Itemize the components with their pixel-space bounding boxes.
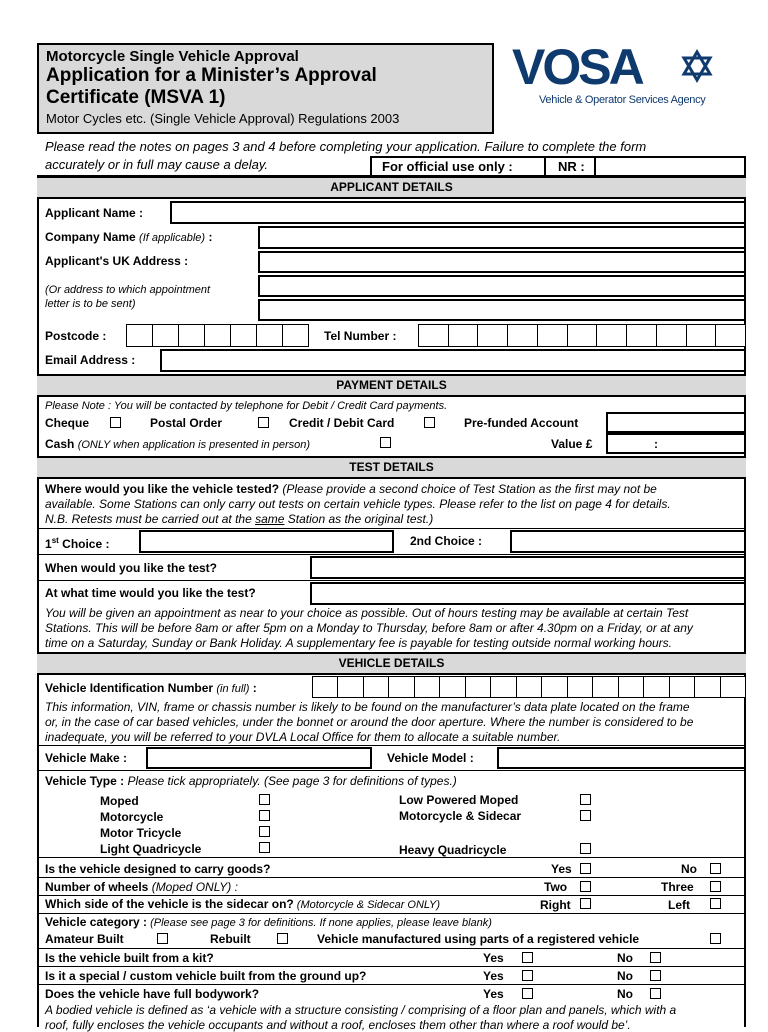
- goods-no-label: No: [681, 862, 697, 876]
- postal-order-checkbox[interactable]: [258, 417, 269, 428]
- where-row: [45, 482, 657, 496]
- amateur-label: Amateur Built: [45, 932, 124, 946]
- section-payment-header: PAYMENT DETAILS: [37, 374, 746, 397]
- type-moped-checkbox[interactable]: [259, 794, 270, 805]
- card-checkbox[interactable]: [424, 417, 435, 428]
- bodywork-yes-checkbox[interactable]: [522, 988, 533, 999]
- where-note-3a: N.B. Retests must be carried out at the: [45, 512, 256, 526]
- cash-note: (ONLY when application is presented in person): [77, 439, 311, 451]
- bodywork-yes-label: Yes: [483, 987, 504, 1001]
- sidecar-right-label: Right: [540, 898, 571, 912]
- tel-label: Tel Number :: [324, 329, 397, 343]
- company-name-note: (If applicable): [139, 232, 206, 244]
- rebuilt-checkbox[interactable]: [277, 933, 288, 944]
- where-note-2: available. Some Stations can only carry out tests on certain vehicle types. Please refer to the list on page 4 for details.: [45, 497, 671, 511]
- cheque-checkbox[interactable]: [110, 417, 121, 428]
- vin-note-2: or, in the case of car based vehicles, under the bonnet or around the door aperture. Where the number is considered to be: [45, 715, 694, 729]
- goods-question: Is the vehicle designed to carry goods?: [45, 862, 271, 876]
- kit-no-label: No: [617, 951, 633, 965]
- wheels-row: [45, 880, 238, 894]
- when-field[interactable]: [310, 556, 746, 579]
- registered-parts-label: Vehicle manufactured using parts of a registered vehicle: [317, 932, 640, 946]
- nr-box: [544, 156, 596, 175]
- sidecar-note: (Motorcycle & Sidecar ONLY): [293, 899, 441, 911]
- divider: [37, 877, 746, 878]
- vosa-tagline: Vehicle & Operator Services Agency: [539, 94, 706, 106]
- form-title-box: [37, 43, 494, 134]
- value-field[interactable]: [606, 433, 746, 454]
- intro-text-1: Please read the notes on pages 3 and 4 before completing your application. Failure to complete the form: [45, 139, 647, 154]
- official-use-box: [370, 156, 546, 175]
- where-note-3-row: [45, 512, 433, 526]
- model-field[interactable]: [497, 747, 746, 769]
- sidecar-left-label: Left: [668, 898, 690, 912]
- time-note-2: Stations. This will be before 8am or after 5pm on a Monday to Thursday, before 8am or after 4.30pm on a Friday, or at any: [45, 621, 693, 635]
- category-note: (Please see page 3 for definitions. If none applies, please leave blank): [147, 917, 492, 929]
- type-sidecar-label: Motorcycle & Sidecar: [399, 809, 522, 823]
- wheels-note: (Moped ONLY) :: [148, 880, 238, 894]
- model-label: Vehicle Model :: [387, 751, 474, 765]
- where-note-1: (Please provide a second choice of Test Station as the first may not be: [279, 482, 657, 496]
- make-label: Vehicle Make :: [45, 751, 128, 765]
- first-choice-label: 1st Choice :: [45, 536, 110, 551]
- where-note-3c: Station as the original test.): [284, 512, 434, 526]
- divider: [37, 770, 746, 771]
- time-note-3: time on a Saturday, Sunday or Bank Holiday. A supplementary fee is payable for testing outside normal working hours.: [45, 636, 672, 650]
- divider: [37, 948, 746, 949]
- vin-colon: :: [252, 681, 257, 695]
- postal-order-label: Postal Order: [150, 416, 223, 430]
- tel-number-field[interactable]: [418, 324, 746, 347]
- type-low-moped-checkbox[interactable]: [580, 794, 591, 805]
- divider: [37, 857, 746, 858]
- vin-row: [45, 681, 257, 696]
- nr-field[interactable]: [594, 156, 746, 175]
- second-choice-label: 2nd Choice :: [410, 534, 483, 548]
- type-note: Please tick appropriately. (See page 3 for definitions of types.): [124, 774, 457, 788]
- wheels-two-label: Two: [544, 880, 568, 894]
- address-note-1: (Or address to which appointment: [45, 284, 211, 296]
- sidecar-row: [45, 897, 440, 912]
- vin-field[interactable]: [312, 676, 746, 698]
- intro-text-2: accurately or in full may cause a delay.: [45, 157, 269, 172]
- special-question: Is it a special / custom vehicle built from the ground up?: [45, 969, 367, 983]
- cash-checkbox[interactable]: [380, 437, 391, 448]
- category-row: [45, 915, 492, 930]
- official-use-label: For official use only :: [382, 159, 513, 174]
- where-question: Where would you like the vehicle tested?: [45, 482, 280, 496]
- divider: [37, 528, 746, 529]
- vin-note: (in full): [216, 683, 250, 695]
- divider: [37, 913, 746, 914]
- bodywork-question: Does the vehicle have full bodywork?: [45, 987, 260, 1001]
- form-title-line3: Certificate (MSVA 1): [46, 87, 226, 108]
- when-question: When would you like the test?: [45, 561, 218, 575]
- email-field[interactable]: [160, 349, 746, 372]
- cash-label: Cash: [45, 437, 75, 451]
- address-note-2: letter is to be sent): [45, 298, 136, 310]
- time-question: At what time would you like the test?: [45, 586, 256, 600]
- vosa-logo-mark: [512, 39, 742, 95]
- goods-yes-checkbox[interactable]: [580, 863, 591, 874]
- form-regulations: Motor Cycles etc. (Single Vehicle Approval) Regulations 2003: [46, 111, 400, 126]
- category-label: Vehicle category :: [45, 915, 148, 929]
- first-choice-field[interactable]: [139, 530, 394, 553]
- address-line1-field[interactable]: [258, 251, 746, 273]
- time-note-1: You will be given an appointment as near to your choice as possible. Out of hours testing may be available at certain Test: [45, 606, 689, 620]
- time-field[interactable]: [310, 582, 746, 605]
- type-motorcycle-checkbox[interactable]: [259, 810, 270, 821]
- second-choice-field[interactable]: [510, 530, 746, 553]
- make-field[interactable]: [146, 747, 372, 769]
- sidecar-left-checkbox[interactable]: [710, 898, 721, 909]
- divider: [37, 745, 746, 746]
- special-yes-checkbox[interactable]: [522, 970, 533, 981]
- prefunded-account-field[interactable]: [606, 412, 746, 433]
- type-light-quad-label: Light Quadricycle: [100, 842, 202, 856]
- value-separator: :: [654, 437, 658, 451]
- postcode-field[interactable]: [126, 324, 309, 347]
- type-moped-label: Moped: [100, 794, 139, 808]
- type-sidecar-checkbox[interactable]: [580, 810, 591, 821]
- company-name-colon: :: [208, 230, 213, 244]
- registered-parts-checkbox[interactable]: [710, 933, 721, 944]
- rebuilt-label: Rebuilt: [210, 932, 251, 946]
- vin-note-1: This information, VIN, frame or chassis number is likely to be found on the manufacturer’s data plate located on the frame: [45, 700, 690, 714]
- cash-row: [45, 437, 310, 452]
- payment-note: Please Note : You will be contacted by telephone for Debit / Credit Card payments.: [45, 400, 448, 412]
- card-label: Credit / Debit Card: [289, 416, 395, 430]
- nr-label: NR :: [558, 159, 585, 174]
- divider: [37, 554, 746, 555]
- goods-no-checkbox[interactable]: [710, 863, 721, 874]
- address-line2-field[interactable]: [258, 275, 746, 297]
- type-heavy-quad-checkbox[interactable]: [580, 843, 591, 854]
- bodywork-no-checkbox[interactable]: [650, 988, 661, 999]
- form-title-line2: Application for a Minister’s Approval: [46, 65, 377, 86]
- sidecar-right-checkbox[interactable]: [580, 898, 591, 909]
- type-label: Vehicle Type :: [45, 774, 125, 788]
- type-row: [45, 774, 457, 788]
- section-test-header: TEST DETAILS: [37, 456, 746, 479]
- postcode-label: Postcode :: [45, 329, 107, 343]
- vin-label: Vehicle Identification Number: [45, 681, 214, 695]
- form-title-line1: Motorcycle Single Vehicle Approval: [46, 48, 299, 65]
- vin-note-3: inadequate, you will be referred to your DVLA Local Office for them to allocate a suitable number.: [45, 730, 561, 744]
- type-tricycle-checkbox[interactable]: [259, 826, 270, 837]
- divider: [37, 895, 746, 896]
- company-name-field[interactable]: [258, 226, 746, 249]
- section-vehicle-header: VEHICLE DETAILS: [37, 652, 746, 675]
- wheels-three-checkbox[interactable]: [710, 881, 721, 892]
- kit-yes-label: Yes: [483, 951, 504, 965]
- goods-yes-label: Yes: [551, 862, 572, 876]
- crown-icon: [684, 52, 710, 80]
- type-light-quad-checkbox[interactable]: [259, 842, 270, 853]
- bodied-note-1: A bodied vehicle is defined as ‘a vehicle with a structure consisting / comprising of a floor plan and panels, which with a: [45, 1003, 677, 1017]
- special-yes-label: Yes: [483, 969, 504, 983]
- type-low-moped-label: Low Powered Moped: [399, 793, 519, 807]
- type-heavy-quad-label: Heavy Quadricycle: [399, 843, 507, 857]
- kit-question: Is the vehicle built from a kit?: [45, 951, 214, 965]
- vosa-logo-text: VOSA: [512, 39, 642, 95]
- applicant-name-label: Applicant Name :: [45, 206, 144, 220]
- special-no-label: No: [617, 969, 633, 983]
- bodywork-no-label: No: [617, 987, 633, 1001]
- sidecar-question: Which side of the vehicle is the sidecar on?: [45, 897, 294, 911]
- where-note-3b: same: [255, 512, 285, 526]
- special-no-checkbox[interactable]: [650, 970, 661, 981]
- wheels-two-checkbox[interactable]: [580, 881, 591, 892]
- kit-yes-checkbox[interactable]: [522, 952, 533, 963]
- company-name-label: Company Name: [45, 230, 136, 244]
- vosa-logo: [512, 40, 742, 110]
- bodied-note-2: roof, fully encloses the vehicle occupants and without a roof, encloses them other than where a roof would be’.: [45, 1018, 631, 1032]
- value-label: Value £: [551, 437, 593, 451]
- wheels-question: Number of wheels: [45, 880, 149, 894]
- kit-no-checkbox[interactable]: [650, 952, 661, 963]
- cheque-label: Cheque: [45, 416, 90, 430]
- divider: [37, 984, 746, 985]
- prefunded-label: Pre-funded Account: [464, 416, 579, 430]
- section-applicant-header: APPLICANT DETAILS: [37, 176, 746, 199]
- divider: [37, 580, 746, 581]
- type-tricycle-label: Motor Tricycle: [100, 826, 182, 840]
- divider: [37, 966, 746, 967]
- address-label: Applicant's UK Address :: [45, 254, 189, 268]
- address-line3-field[interactable]: [258, 299, 746, 321]
- wheels-three-label: Three: [661, 880, 694, 894]
- email-label: Email Address :: [45, 353, 136, 367]
- company-name-label-row: [45, 230, 212, 245]
- amateur-checkbox[interactable]: [157, 933, 168, 944]
- applicant-name-field[interactable]: [170, 201, 746, 224]
- type-motorcycle-label: Motorcycle: [100, 810, 164, 824]
